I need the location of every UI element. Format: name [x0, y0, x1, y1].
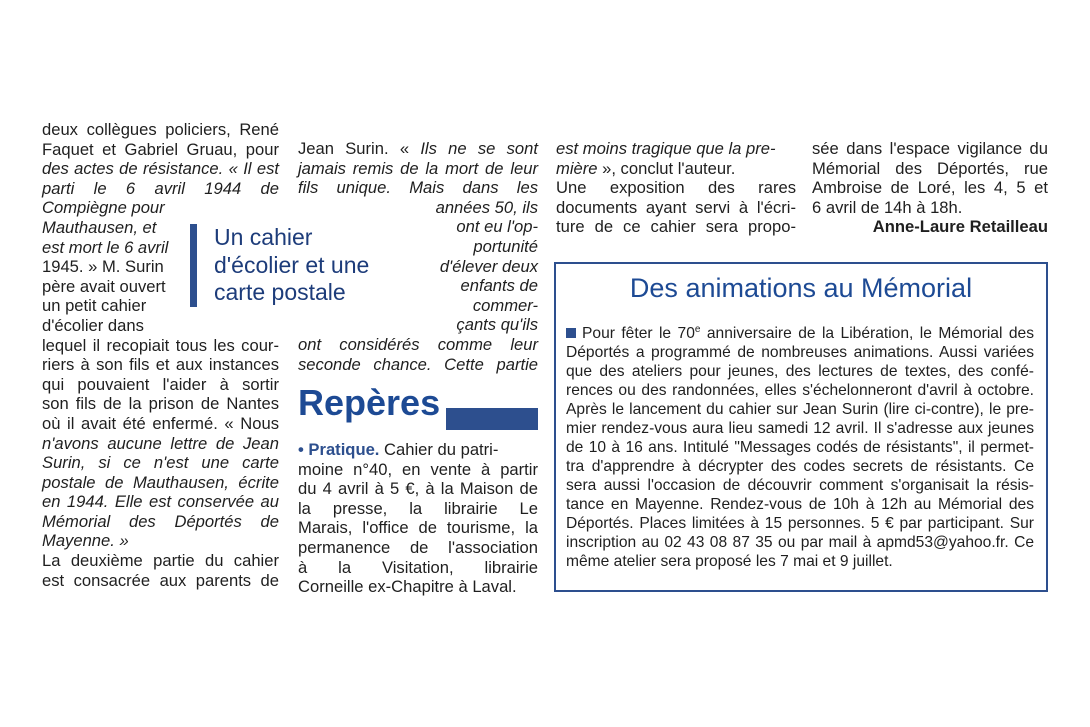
text-line: à la Visitation, librairie [298, 557, 538, 577]
author-signature: Anne-Laure Retailleau [872, 217, 1048, 237]
text-line: Déportés. Places limitées à 15 personnes. 5 € par participant. Sur [566, 515, 1034, 532]
pull-quote-line: d'écolier et une [214, 251, 370, 278]
text-line: moine n°40, en vente à partir [298, 459, 538, 479]
text-line: documents ayant servi à l'écri- [556, 197, 796, 217]
pull-quote-line: carte postale [214, 279, 346, 305]
text-line: un petit cahier [42, 296, 147, 316]
text-line: commer- [472, 295, 538, 315]
reperes-heading: Repères [298, 382, 441, 423]
pull-quote-line: Un cahier [214, 224, 313, 250]
text-line: riers à son fils et aux instances [42, 355, 279, 375]
text-line: d'élever deux [439, 256, 538, 276]
article-column-3 [556, 139, 796, 237]
text-line: années 50, ils [435, 197, 538, 217]
text-line: çants qu'ils [456, 315, 538, 335]
text-line: du 4 avril à 5 €, à la Maison de [298, 479, 538, 499]
text-fragment: Cahier du patri- [379, 440, 499, 459]
text-line: des actes de résistance. « Il est [42, 159, 279, 179]
text-line: Pour fêter le 70e anniversaire de la Libération, le Mémorial des [566, 324, 1034, 343]
text-line: est moins tragique que la pre- [556, 139, 776, 158]
text-line: n'avons aucune lettre de Jean [42, 433, 279, 453]
text-line: la presse, la librairie Le [298, 498, 538, 518]
text-line: Marais, l'office de tourisme, la [298, 518, 538, 538]
text-line: jamais remis de la mort de leur [298, 158, 538, 178]
text-line: Faquet et Gabriel Gruau, pour [42, 139, 279, 159]
text-line: enfants de [460, 276, 538, 296]
text-line [298, 440, 538, 460]
text-line: parti le 6 avril 1944 de [42, 178, 279, 198]
animations-box [554, 262, 1048, 592]
text-line: Compiègne pour [42, 198, 165, 218]
text-line: est consacrée aux parents de [42, 570, 279, 590]
box-body [566, 324, 1034, 571]
text-line: où il avait été enfermé. « Nous [42, 413, 279, 433]
text-line: est mort le 6 avril [42, 237, 169, 257]
article-column-4 [812, 139, 1048, 237]
text-line: Déportés a programmé de nombreuses animations. Aussi variées [566, 344, 1034, 361]
text-line: en 1944. Elle est conservée au [42, 492, 279, 512]
text-line: qui pouvaient l'aider à sortir [42, 374, 279, 394]
text-line: rences ou des randonnées, elles s'échelonneront d'avril à octobre. [566, 382, 1034, 399]
text-line: Une exposition des rares [556, 178, 796, 198]
text-line: fils unique. Mais dans les [298, 178, 538, 198]
square-bullet-icon [566, 328, 576, 338]
text-line: que des ateliers pour jeunes, des lectures de textes, des confé- [566, 363, 1034, 380]
text-line: inscription au 02 43 08 87 35 ou par mail à apmd53@yahoo.fr. Ce [566, 534, 1034, 551]
box-title: Des animations au Mémorial [629, 273, 973, 303]
text-line: Mauthausen, et [42, 217, 157, 237]
text-line: ont eu l'op- [456, 217, 538, 237]
text-line: portunité [473, 236, 538, 256]
text-line: La deuxième partie du cahier [42, 551, 279, 571]
text-line: Mémorial des Déportés, rue [812, 158, 1048, 178]
text-line: Mémorial des Déportés de [42, 511, 279, 531]
text-line: seconde chance. Cette partie [298, 354, 538, 374]
text-line: lequel il recopiait tous les cour- [42, 335, 279, 355]
reperes-body [298, 440, 538, 597]
pratique-label: • Pratique. [298, 440, 380, 459]
text-line: ture de ce cahier sera propo- [556, 217, 796, 237]
text-line: postale de Mauthausen, écrite [42, 472, 279, 492]
text-line: 1945. » M. Surin [42, 257, 164, 277]
text-line: Jean Surin. « Ils ne se sont [298, 139, 538, 158]
text-line: mière », conclut l'auteur. [556, 158, 736, 178]
text-line: même atelier sera proposé les 7 mai et 9 juillet. [566, 553, 893, 570]
article-column-1 [42, 120, 279, 590]
text-line: ont considérés comme leur [298, 334, 538, 354]
text-line: tance en Mayenne. Rendez-vous de 10h à 12h au Mémorial des [566, 496, 1034, 513]
text-line: Corneille ex-Chapitre à Laval. [298, 577, 517, 597]
text-line: Après le lancement du cahier sur Jean Surin (lire ci-contre), le pre- [566, 401, 1034, 418]
text-line: son fils de la prison de Nantes [42, 394, 279, 414]
text-line: sée dans l'espace vigilance du [812, 139, 1048, 158]
article-column-2 [298, 139, 538, 374]
text-line: deux collègues policiers, René [42, 120, 279, 139]
text-line: 6 avril de 14h à 18h. [812, 197, 963, 217]
text-line: mier rendez-vous aura lieu samedi 12 avril. Il s'adresse aux jeunes [566, 420, 1034, 437]
text-line: sera aussi l'occasion de découvrir comment s'organisait la résis- [566, 477, 1034, 494]
text-line: Surin, si ce n'est une carte [42, 453, 279, 473]
text-line: tra d'apprendre à décrypter des codes secrets de résistants. Ce [566, 458, 1034, 475]
text-line: d'écolier dans [42, 315, 144, 335]
text-line: permanence de l'association [298, 537, 538, 557]
text-line: père avait ouvert [42, 276, 166, 296]
heading-bar [446, 408, 538, 430]
text-line: Mayenne. » [42, 531, 129, 551]
text-line: de 10 à 16 ans. Intitulé "Messages codés de résistants", il permet- [566, 439, 1034, 456]
text-line: Ambroise de Loré, les 4, 5 et [812, 178, 1048, 198]
